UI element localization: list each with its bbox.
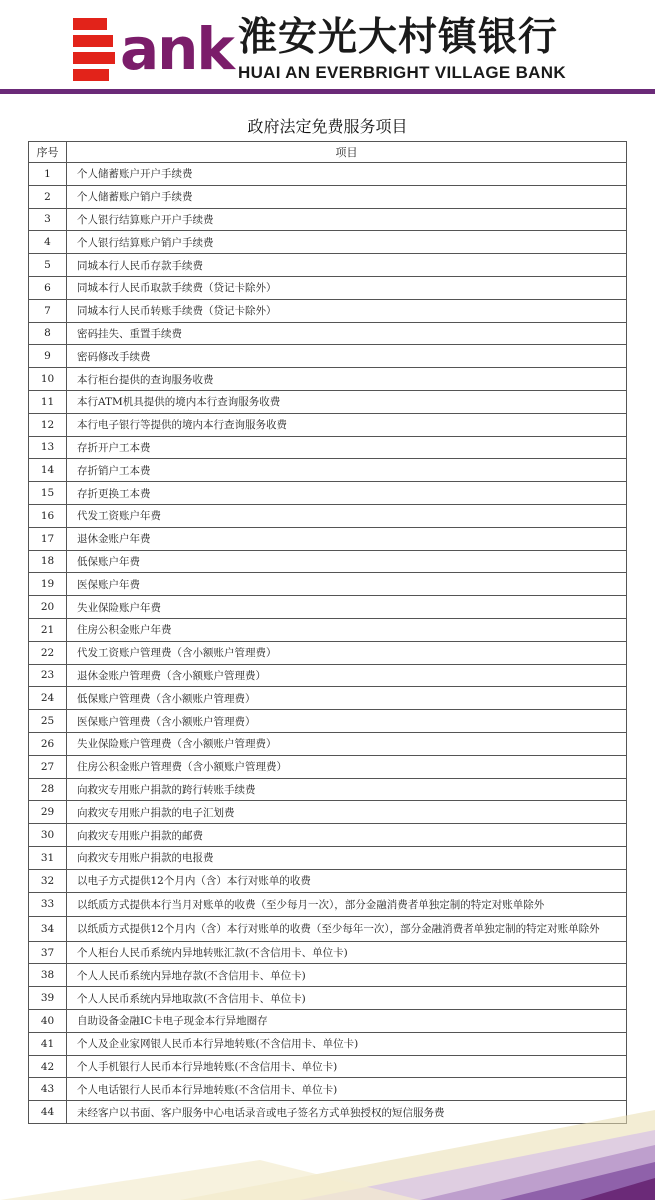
table-row <box>29 892 627 917</box>
table-row <box>29 254 627 277</box>
row-number: 8 <box>29 322 67 345</box>
row-number: 37 <box>29 941 67 964</box>
table-row <box>29 596 627 619</box>
row-item: 个人人民币系统内异地取款(不含信用卡、单位卡) <box>67 987 627 1010</box>
column-header-number: 序号 <box>29 142 67 163</box>
table-row <box>29 299 627 322</box>
row-item: 低保账户管理费（含小额账户管理费） <box>67 687 627 710</box>
row-number: 32 <box>29 869 67 892</box>
row-item: 个人银行结算账户销户手续费 <box>67 231 627 254</box>
bank-logo-b-icon <box>73 18 119 82</box>
table-row <box>29 276 627 299</box>
row-item: 密码挂失、重置手续费 <box>67 322 627 345</box>
row-item: 医保账户管理费（含小额账户管理费） <box>67 710 627 733</box>
row-item: 个人人民币系统内异地存款(不含信用卡、单位卡) <box>67 964 627 987</box>
row-number: 9 <box>29 345 67 368</box>
row-item: 个人及企业家网银人民币本行异地转账(不含信用卡、单位卡) <box>67 1032 627 1055</box>
document-title: 政府法定免费服务项目 <box>247 117 408 136</box>
table-row <box>29 1055 627 1078</box>
row-item: 本行柜台提供的查询服务收费 <box>67 368 627 391</box>
table-row <box>29 869 627 892</box>
row-number: 43 <box>29 1078 67 1101</box>
row-item: 失业保险账户年费 <box>67 596 627 619</box>
row-item: 向救灾专用账户捐款的邮费 <box>67 824 627 847</box>
table-row <box>29 436 627 459</box>
table-row <box>29 710 627 733</box>
row-number: 7 <box>29 299 67 322</box>
table-row <box>29 687 627 710</box>
row-number: 38 <box>29 964 67 987</box>
row-number: 42 <box>29 1055 67 1078</box>
row-number: 39 <box>29 987 67 1010</box>
table-row <box>29 846 627 869</box>
row-number: 23 <box>29 664 67 687</box>
row-number: 2 <box>29 185 67 208</box>
row-number: 44 <box>29 1101 67 1124</box>
row-number: 4 <box>29 231 67 254</box>
table-row <box>29 413 627 436</box>
row-number: 24 <box>29 687 67 710</box>
row-item: 退休金账户管理费（含小额账户管理费） <box>67 664 627 687</box>
row-number: 12 <box>29 413 67 436</box>
row-item: 本行电子银行等提供的境内本行查询服务收费 <box>67 413 627 436</box>
table-row <box>29 987 627 1010</box>
bank-name-english: HUAI AN EVERBRIGHT VILLAGE BANK <box>238 63 566 82</box>
table-row <box>29 504 627 527</box>
row-item: 医保账户年费 <box>67 573 627 596</box>
row-item: 同城本行人民币存款手续费 <box>67 254 627 277</box>
row-number: 30 <box>29 824 67 847</box>
row-item: 密码修改手续费 <box>67 345 627 368</box>
table-row <box>29 322 627 345</box>
table-row <box>29 208 627 231</box>
row-item: 低保账户年费 <box>67 550 627 573</box>
table-row <box>29 390 627 413</box>
free-services-table <box>28 141 627 1124</box>
row-number: 41 <box>29 1032 67 1055</box>
row-number: 20 <box>29 596 67 619</box>
row-item: 以纸质方式提供本行当月对账单的收费（至少每月一次），部分金融消费者单独定制的特定对账单除外 <box>67 892 627 917</box>
row-number: 18 <box>29 550 67 573</box>
table-row <box>29 1010 627 1033</box>
row-number: 25 <box>29 710 67 733</box>
row-number: 31 <box>29 846 67 869</box>
table-row <box>29 917 627 942</box>
row-number: 33 <box>29 892 67 917</box>
row-item: 向救灾专用账户捐款的跨行转账手续费 <box>67 778 627 801</box>
row-number: 14 <box>29 459 67 482</box>
row-number: 17 <box>29 527 67 550</box>
decorative-footer-waves <box>0 1100 655 1200</box>
row-number: 1 <box>29 163 67 186</box>
table-row <box>29 231 627 254</box>
row-item: 同城本行人民币取款手续费（贷记卡除外） <box>67 276 627 299</box>
row-item: 退休金账户年费 <box>67 527 627 550</box>
row-number: 29 <box>29 801 67 824</box>
row-item: 个人电话银行人民币本行异地转账(不含信用卡、单位卡) <box>67 1078 627 1101</box>
table-row <box>29 527 627 550</box>
row-number: 22 <box>29 641 67 664</box>
column-header-item: 项目 <box>67 142 627 163</box>
row-item: 个人柜台人民币系统内异地转账汇款(不含信用卡、单位卡) <box>67 941 627 964</box>
row-number: 34 <box>29 917 67 942</box>
bank-logo-text: ank <box>120 15 234 83</box>
table-row <box>29 964 627 987</box>
table-row <box>29 345 627 368</box>
row-number: 6 <box>29 276 67 299</box>
table-header-row <box>29 142 627 163</box>
table-row <box>29 550 627 573</box>
row-item: 个人储蓄账户销户手续费 <box>67 185 627 208</box>
table-row <box>29 778 627 801</box>
table-row <box>29 641 627 664</box>
row-item: 本行ATM机具提供的境内本行查询服务收费 <box>67 390 627 413</box>
row-number: 16 <box>29 504 67 527</box>
row-item: 代发工资账户年费 <box>67 504 627 527</box>
table-row <box>29 824 627 847</box>
row-item: 个人储蓄账户开户手续费 <box>67 163 627 186</box>
table-row <box>29 801 627 824</box>
row-item: 向救灾专用账户捐款的电报费 <box>67 846 627 869</box>
table-row <box>29 482 627 505</box>
row-number: 19 <box>29 573 67 596</box>
row-number: 10 <box>29 368 67 391</box>
table-row <box>29 618 627 641</box>
row-number: 5 <box>29 254 67 277</box>
row-item: 自助设备金融IC卡电子现金本行异地圈存 <box>67 1010 627 1033</box>
row-item: 住房公积金账户管理费（含小额账户管理费） <box>67 755 627 778</box>
row-item: 个人手机银行人民币本行异地转账(不含信用卡、单位卡) <box>67 1055 627 1078</box>
table-row <box>29 185 627 208</box>
row-item: 以电子方式提供12个月内（含）本行对账单的收费 <box>67 869 627 892</box>
row-item: 失业保险账户管理费（含小额账户管理费） <box>67 732 627 755</box>
row-number: 28 <box>29 778 67 801</box>
table-row <box>29 664 627 687</box>
row-number: 13 <box>29 436 67 459</box>
table-row <box>29 163 627 186</box>
row-number: 3 <box>29 208 67 231</box>
row-number: 21 <box>29 618 67 641</box>
row-item: 存折销户工本费 <box>67 459 627 482</box>
bank-name-chinese: 淮安光大村镇银行 <box>238 15 559 60</box>
row-number: 27 <box>29 755 67 778</box>
table-row <box>29 755 627 778</box>
row-number: 11 <box>29 390 67 413</box>
table-row <box>29 732 627 755</box>
row-number: 26 <box>29 732 67 755</box>
table-row <box>29 459 627 482</box>
table-row <box>29 573 627 596</box>
row-item: 以纸质方式提供12个月内（含）本行对账单的收费（至少每年一次），部分金融消费者单独定制的特定对账单除外 <box>67 917 627 942</box>
row-item: 存折开户工本费 <box>67 436 627 459</box>
table-row <box>29 1078 627 1101</box>
table-row <box>29 941 627 964</box>
row-number: 40 <box>29 1010 67 1033</box>
bank-header <box>0 0 655 96</box>
header-divider <box>0 89 655 94</box>
row-item: 住房公积金账户年费 <box>67 618 627 641</box>
row-number: 15 <box>29 482 67 505</box>
row-item: 未经客户以书面、客户服务中心电话录音或电子签名方式单独授权的短信服务费 <box>67 1101 627 1124</box>
table-row <box>29 368 627 391</box>
row-item: 存折更换工本费 <box>67 482 627 505</box>
row-item: 同城本行人民币转账手续费（贷记卡除外） <box>67 299 627 322</box>
table-row <box>29 1032 627 1055</box>
row-item: 向救灾专用账户捐款的电子汇划费 <box>67 801 627 824</box>
row-item: 代发工资账户管理费（含小额账户管理费） <box>67 641 627 664</box>
row-item: 个人银行结算账户开户手续费 <box>67 208 627 231</box>
